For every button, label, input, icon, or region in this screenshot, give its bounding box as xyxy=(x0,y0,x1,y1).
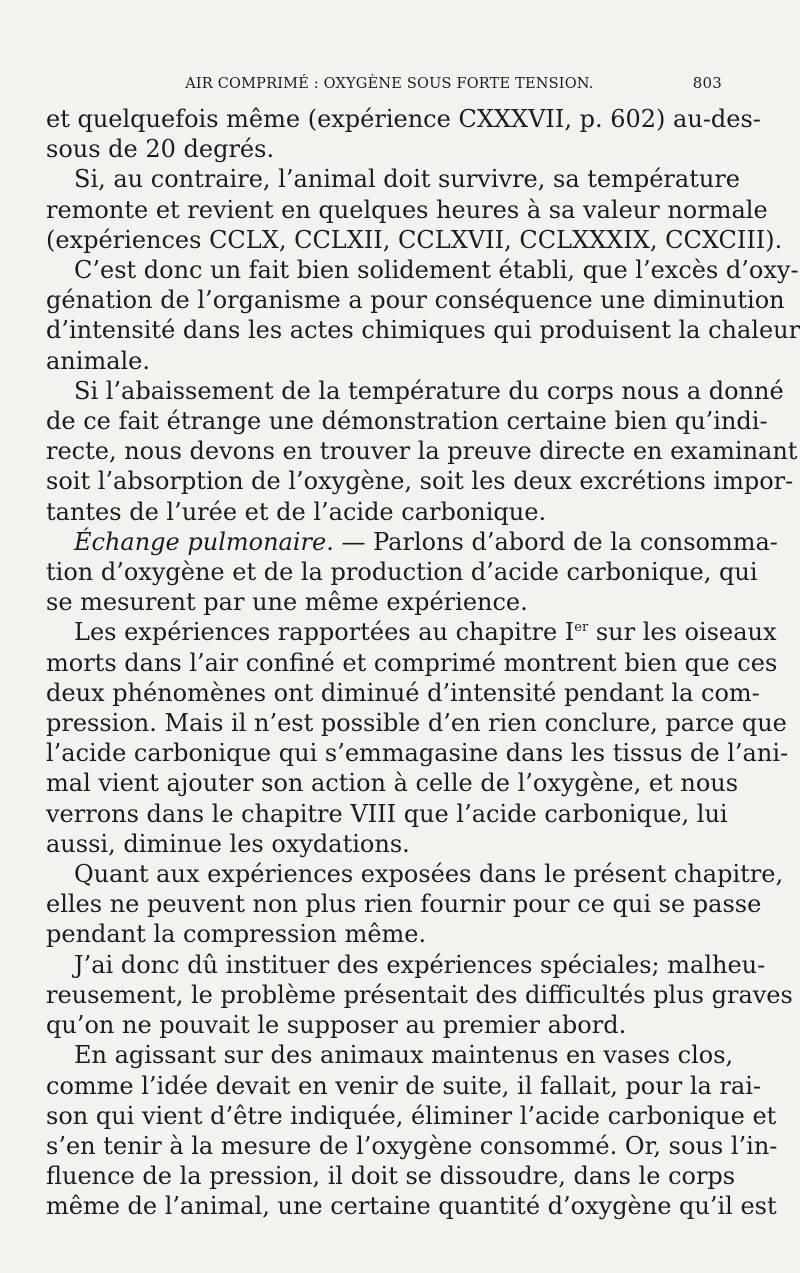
superscript: er xyxy=(574,620,589,636)
line-text: deux phénomènes ont diminué d’intensité pendant la com- xyxy=(46,678,760,707)
line-text: tantes de l’urée et de l’acide carbonique. xyxy=(46,497,547,526)
line-text: se mesurent par une même expérience. xyxy=(46,588,528,617)
text-line xyxy=(46,768,739,798)
text-line xyxy=(46,466,794,496)
line-text: et quelquefois même (expérience CXXXVII, p. 602) au-des- xyxy=(46,105,761,133)
line-text: animale. xyxy=(46,346,151,375)
text-line xyxy=(46,557,758,587)
line-text: pendant la compression même. xyxy=(46,920,427,949)
line-text: (expériences CCLX, CCLXII, CCLXVII, CCLXXXIX, CCXCIII). xyxy=(46,225,783,254)
line-text: fluence de la pression, il doit se dissoudre, dans le corps xyxy=(46,1162,736,1191)
line-text: verrons dans le chapitre VIII que l’acide carbonique, lui xyxy=(46,799,728,828)
line-text: sur les oiseaux xyxy=(588,618,777,647)
line-text: aussi, diminue les oxydations. xyxy=(46,829,410,858)
running-head xyxy=(46,74,722,92)
text-line xyxy=(46,1040,734,1070)
line-text: pression. Mais il n’est possible d’en rien conclure, parce que xyxy=(46,709,787,738)
text-line xyxy=(46,1101,777,1131)
text-line xyxy=(46,829,724,859)
line-text: l’acide carbonique qui s’emmagasine dans les tissus de l’ani- xyxy=(46,739,789,768)
text-line xyxy=(46,406,768,436)
text-line xyxy=(46,134,724,164)
text-line xyxy=(46,1161,736,1191)
line-text: de ce fait étrange une démonstration certaine bien qu’indi- xyxy=(46,407,768,436)
text-line xyxy=(46,587,724,617)
line-text: qu’on ne pouvait le supposer au premier abord. xyxy=(46,1011,627,1040)
line-text: Parlons d’abord de la consomma- xyxy=(373,527,778,556)
running-head-title: AIR COMPRIMÉ : OXYGÈNE SOUS FORTE TENSION. xyxy=(185,76,594,92)
text-line xyxy=(46,255,799,285)
text-line xyxy=(46,617,777,647)
text-line xyxy=(46,1071,761,1101)
line-text: remonte et revient en quelques heures à sa valeur normale xyxy=(46,195,768,224)
text-line xyxy=(46,919,724,949)
section-lead: Échange pulmonaire. — xyxy=(74,527,374,556)
text-line xyxy=(46,889,762,919)
text-line xyxy=(46,527,778,557)
line-text: son qui vient d’être indiquée, éliminer l’acide carbonique et xyxy=(46,1101,777,1130)
line-text: soit l’absorption de l’oxygène, soit les deux excrétions impor- xyxy=(46,467,794,496)
line-text: comme l’idée devait en venir de suite, il fallait, pour la rai- xyxy=(46,1071,761,1100)
line-text: d’intensité dans les actes chimiques qui produisent la chaleur xyxy=(46,316,800,345)
line-prefix: Les expériences rapportées au chapitre I xyxy=(74,618,575,647)
text-line xyxy=(46,195,768,225)
text-line xyxy=(46,436,798,466)
text-line xyxy=(46,346,724,376)
text-line xyxy=(46,225,783,255)
line-text: Quant aux expériences exposées dans le présent chapitre, xyxy=(74,860,784,889)
text-line xyxy=(46,950,766,980)
text-line xyxy=(46,799,728,829)
line-text: recte, nous devons en trouver la preuve directe en examinant xyxy=(46,437,798,466)
text-line xyxy=(46,859,784,889)
text-line xyxy=(46,104,761,134)
text-line xyxy=(46,648,778,678)
line-text: C’est donc un fait bien solidement établi, que l’excès d’oxy- xyxy=(74,256,799,285)
line-text: Si l’abaissement de la température du corps nous a donné xyxy=(74,376,784,405)
line-text: reusement, le problème présentait des difficultés plus graves xyxy=(46,980,793,1009)
text-line xyxy=(46,708,787,738)
line-text: En agissant sur des animaux maintenus en vases clos, xyxy=(74,1041,734,1070)
line-text: J’ai donc dû instituer des expériences spéciales; malheu- xyxy=(74,950,766,979)
text-line xyxy=(46,497,724,527)
text-line xyxy=(46,678,760,708)
line-text: génation de l’organisme a pour conséquence une diminution xyxy=(46,286,785,315)
text-line xyxy=(46,376,784,406)
text-line xyxy=(46,1191,777,1221)
line-text: même de l’animal, une certaine quantité d’oxygène qu’il est xyxy=(46,1192,777,1221)
text-line xyxy=(46,980,793,1010)
body-text xyxy=(46,104,800,1222)
line-text: mal vient ajouter son action à celle de l’oxygène, et nous xyxy=(46,769,739,798)
line-text: s’en tenir à la mesure de l’oxygène consommé. Or, sous l’in- xyxy=(46,1131,778,1160)
line-text: tion d’oxygène et de la production d’acide carbonique, qui xyxy=(46,558,758,587)
text-line xyxy=(46,738,789,768)
line-text: morts dans l’air confiné et comprimé montrent bien que ces xyxy=(46,648,778,677)
text-line xyxy=(46,164,740,194)
text-line xyxy=(46,315,800,345)
text-line xyxy=(46,285,785,315)
page-number: 803 xyxy=(692,74,722,92)
line-text: sous de 20 degrés. xyxy=(46,135,275,164)
text-line xyxy=(46,1010,724,1040)
line-text: Si, au contraire, l’animal doit survivre, sa température xyxy=(74,165,740,194)
text-line xyxy=(46,1131,778,1161)
line-text: elles ne peuvent non plus rien fournir pour ce qui se passe xyxy=(46,890,762,919)
